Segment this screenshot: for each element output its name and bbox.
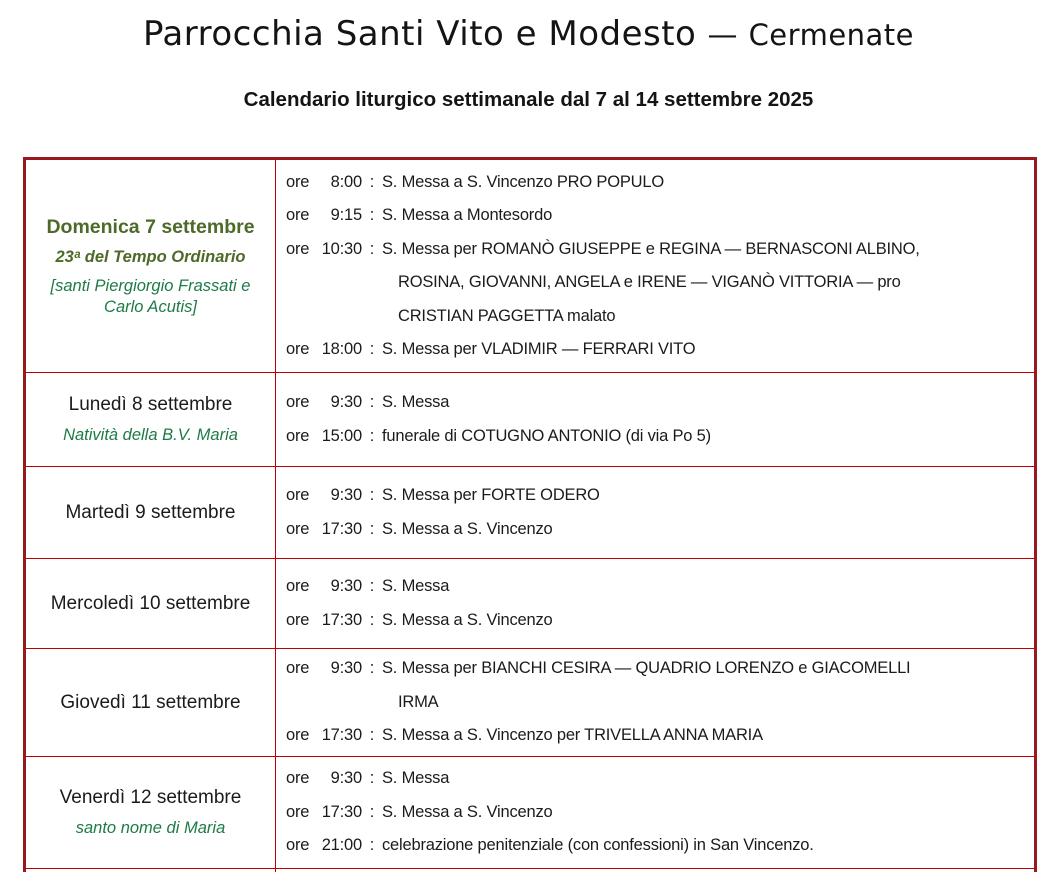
calendar-row: [26, 868, 1034, 872]
day-name: Giovedì 11 settembre: [60, 691, 241, 713]
event-description: S. Messa a S. Vincenzo: [382, 519, 553, 538]
event-time: 9:30: [330, 659, 362, 678]
event-description: S. Messa per VLADIMIR — FERRARI VITO: [382, 340, 696, 358]
event-line: [286, 199, 1030, 233]
event-time-prefix: ore: [286, 426, 310, 445]
events-cell: [276, 649, 1034, 756]
day-name: Lunedì 8 settembre: [68, 394, 233, 415]
event-description-continuation: IRMA: [398, 692, 439, 711]
event-time: 9:15: [330, 206, 362, 224]
event-description: celebrazione penitenziale (con confessioni) in San Vincenzo.: [382, 836, 814, 855]
event-description: S. Messa: [382, 393, 450, 411]
page-subtitle: Calendario liturgico settimanale dal 7 al 14 settembre 2025: [243, 88, 814, 111]
event-time-prefix: ore: [286, 769, 310, 788]
event-time: 21:00: [321, 836, 362, 855]
event-description: S. Messa a S. Vincenzo per TRIVELLA ANNA MARIA: [382, 726, 763, 745]
events-cell: [276, 559, 1034, 648]
page-title: [0, 14, 1057, 54]
event-line: [286, 166, 1030, 200]
event-time-prefix: ore: [286, 726, 310, 745]
day-cell: [26, 649, 276, 756]
event-description: S. Messa a S. Vincenzo: [382, 802, 553, 821]
event-line: [286, 513, 1030, 547]
event-description: S. Messa: [382, 769, 450, 788]
event-time: 18:00: [321, 340, 362, 358]
events-cell: [276, 160, 1034, 372]
event-description: S. Messa per BIANCHI CESIRA — QUADRIO LORENZO e GIACOMELLI: [382, 659, 911, 678]
event-line: [286, 420, 1030, 454]
event-description-continuation: ROSINA, GIOVANNI, ANGELA e IRENE — VIGANÒ VITTORIA — pro: [398, 273, 901, 291]
event-time-separator: :: [369, 340, 375, 358]
event-time-prefix: ore: [286, 519, 310, 538]
event-line: [286, 604, 1030, 638]
event-description-continuation: CRISTIAN PAGGETTA malato: [398, 306, 616, 325]
event-line: [286, 829, 1030, 863]
event-time-separator: :: [369, 769, 375, 788]
day-name: Venerdì 12 settembre: [59, 787, 242, 808]
event-time-prefix: ore: [286, 393, 310, 411]
event-description: S. Messa: [382, 577, 450, 595]
event-time-separator: :: [369, 577, 375, 595]
event-description: S. Messa a Montesordo: [382, 206, 553, 224]
event-time: 9:30: [330, 577, 362, 595]
event-time: 17:30: [321, 519, 362, 538]
day-cell: [26, 559, 276, 648]
event-time-separator: :: [369, 802, 375, 821]
event-time: 9:30: [330, 393, 362, 411]
event-time: 8:00: [330, 172, 362, 191]
calendar-row: [26, 160, 1034, 372]
event-time-prefix: ore: [286, 172, 310, 191]
event-time-separator: :: [369, 239, 375, 258]
event-time-prefix: ore: [286, 206, 310, 224]
calendar-page: [0, 14, 1057, 872]
event-time-prefix: ore: [286, 836, 310, 855]
event-description: S. Messa per ROMANÒ GIUSEPPE e REGINA — BERNASCONI ALBINO,: [382, 239, 920, 258]
event-line: [286, 233, 1030, 267]
event-time-prefix: ore: [286, 486, 310, 504]
day-note: santo nome di Maria: [75, 819, 226, 837]
event-time-prefix: ore: [286, 610, 310, 629]
day-note: 23ᵃ del Tempo Ordinario: [55, 247, 246, 266]
event-time-separator: :: [369, 836, 375, 855]
event-time: 9:30: [330, 769, 362, 788]
event-line: [286, 570, 1030, 604]
event-time-separator: :: [369, 726, 375, 745]
calendar-row: [26, 558, 1034, 648]
event-line: [286, 386, 1030, 420]
event-time: 17:30: [321, 802, 362, 821]
title-dash: —: [707, 18, 738, 53]
parish-name: Parrocchia Santi Vito e Modesto: [142, 14, 697, 54]
event-time: 17:30: [321, 610, 362, 629]
event-time-prefix: ore: [286, 802, 310, 821]
event-line: [286, 796, 1030, 830]
event-time-separator: :: [369, 519, 375, 538]
event-time-separator: :: [369, 426, 375, 445]
day-cell: [26, 757, 276, 868]
event-description: S. Messa a S. Vincenzo: [382, 610, 553, 629]
event-time: 15:00: [321, 426, 362, 445]
day-name: Domenica 7 settembre: [46, 215, 255, 238]
event-time-separator: :: [369, 610, 375, 629]
event-time-separator: :: [369, 172, 375, 191]
event-description: S. Messa per FORTE ODERO: [382, 486, 600, 504]
event-time: 10:30: [321, 239, 362, 258]
event-time-prefix: ore: [286, 577, 310, 595]
calendar-row: [26, 466, 1034, 558]
calendar-row: [26, 756, 1034, 868]
event-time-separator: :: [369, 393, 375, 411]
event-line: [286, 762, 1030, 796]
day-cell: [26, 373, 276, 466]
event-description: funerale di COTUGNO ANTONIO (di via Po 5): [382, 426, 711, 445]
event-time: 17:30: [321, 726, 362, 745]
event-line: [286, 333, 1030, 367]
event-time-separator: :: [369, 659, 375, 678]
event-time-prefix: ore: [286, 239, 310, 258]
events-cell: [276, 467, 1034, 558]
event-time-separator: :: [369, 486, 375, 504]
calendar-row: [26, 372, 1034, 466]
event-description: S. Messa a S. Vincenzo PRO POPULO: [382, 172, 664, 191]
day-name: Martedì 9 settembre: [65, 501, 236, 523]
event-time-prefix: ore: [286, 659, 310, 678]
event-time-prefix: ore: [286, 340, 310, 358]
event-line: [286, 479, 1030, 513]
event-time: 9:30: [330, 486, 362, 504]
event-time-separator: :: [369, 206, 375, 224]
day-note: [santi Piergiorgio Frassati e Carlo Acutis]: [50, 276, 251, 316]
day-cell: [26, 160, 276, 372]
town-name: Cermenate: [748, 18, 915, 52]
day-cell: [26, 467, 276, 558]
calendar-row: [26, 648, 1034, 756]
liturgical-calendar-table: [23, 157, 1037, 872]
day-note: Natività della B.V. Maria: [63, 426, 238, 444]
events-cell: [276, 757, 1034, 868]
event-line: [286, 719, 1030, 753]
events-cell: [276, 373, 1034, 466]
day-name: Mercoledì 10 settembre: [50, 592, 251, 614]
event-line: [286, 652, 1030, 686]
